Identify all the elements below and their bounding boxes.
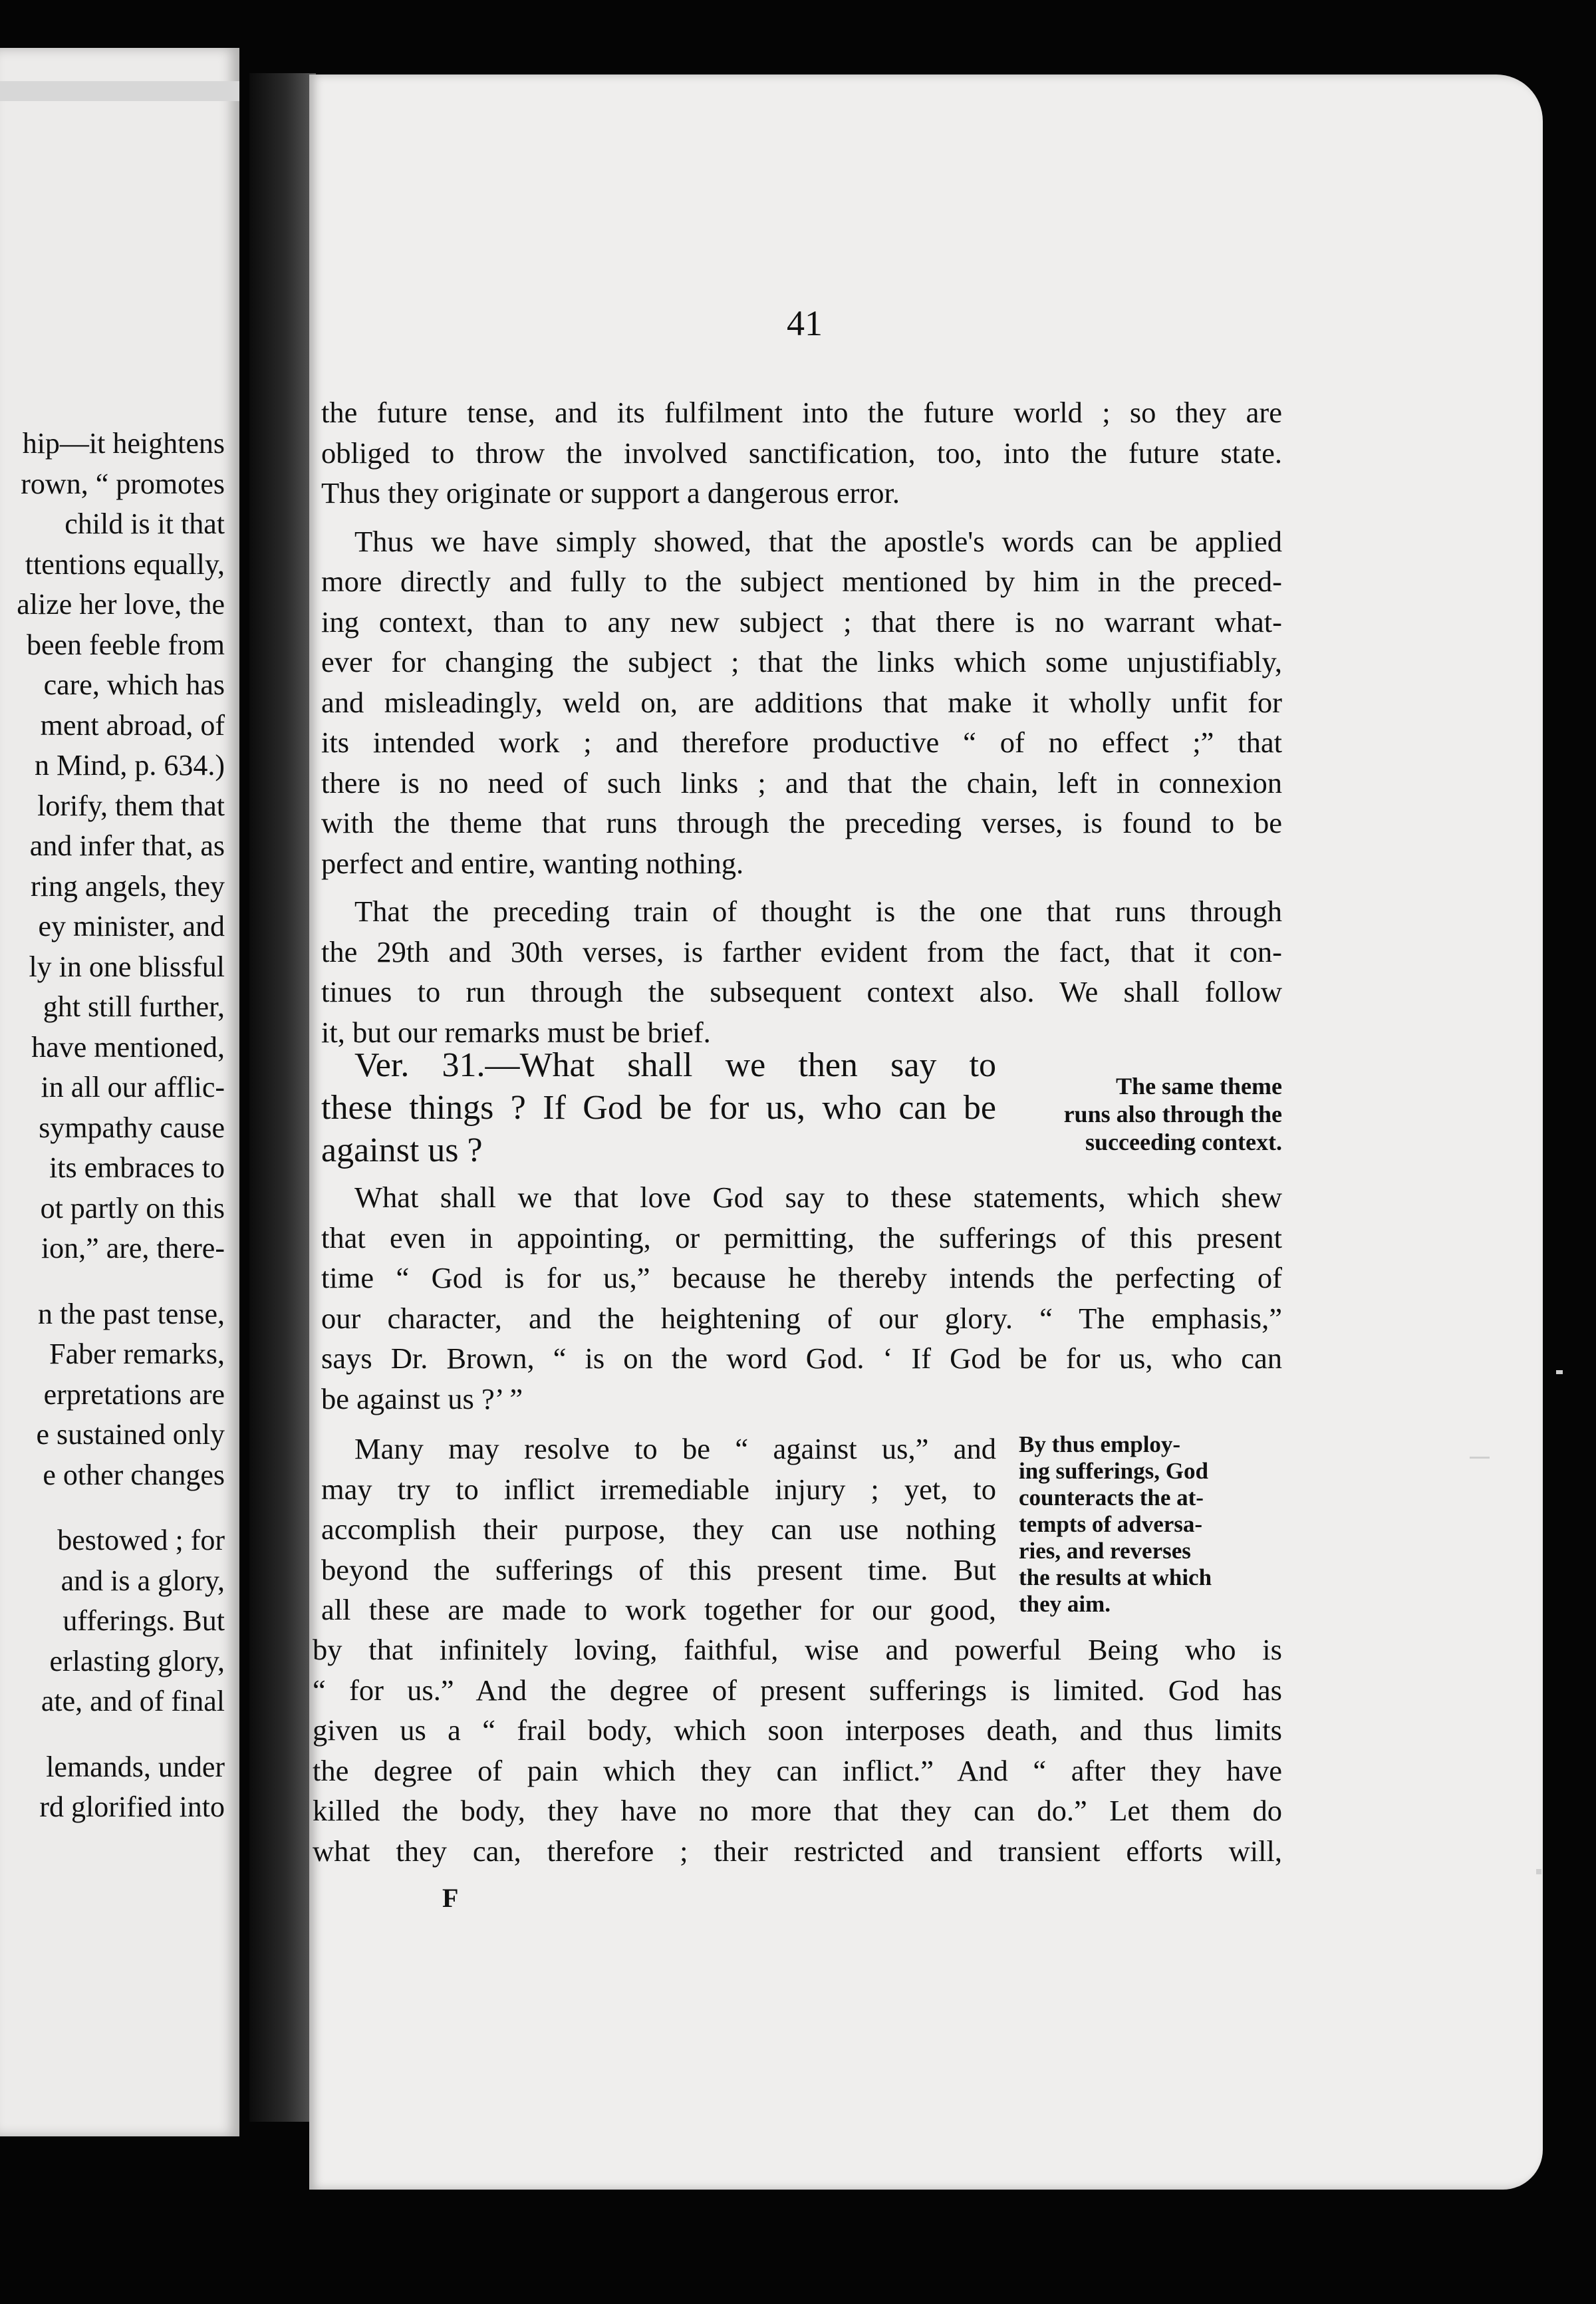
paragraph-1 (321, 392, 1282, 513)
side-note-line: The same theme (1116, 1073, 1282, 1099)
text-line: says Dr. Brown, “ is on the word God. ‘ If God be for us, who can (321, 1342, 1282, 1375)
paragraph-3 (321, 891, 1282, 1052)
text-line: the degree of pain which they can inflict.” And “ after they have (313, 1753, 1282, 1787)
left-page-line: ttentions equally, (25, 547, 225, 581)
left-page-line: rd glorified into (39, 1791, 225, 1823)
left-page-line: erlasting glory, (49, 1644, 225, 1677)
left-page-line: bestowed ; for (57, 1524, 225, 1556)
text-line: may try to inflict irremediable injury ; yet, to (321, 1472, 996, 1506)
paragraph-2 (321, 521, 1282, 884)
binding-gutter (249, 73, 316, 2122)
text-line: accomplish their purpose, they can use nothing (321, 1512, 996, 1546)
side-note-line: counteracts the at- (1019, 1485, 1204, 1511)
left-page-gap (0, 1722, 225, 1747)
text-line: That the preceding train of thought is the one that runs through (354, 895, 1282, 928)
text-line: its intended work ; and therefore productive “ of no effect ;” that (321, 726, 1282, 759)
text-line: that even in appointing, or permitting, the sufferings of this present (321, 1221, 1282, 1254)
text-line: “ for us.” And the degree of present sufferings is limited. God has (313, 1673, 1282, 1707)
left-page-line: ot partly on this (40, 1191, 225, 1224)
left-page-line: rown, “ promotes (21, 467, 225, 500)
left-page-line: e sustained only (36, 1418, 225, 1451)
side-note-line: succeeding context. (1085, 1129, 1282, 1155)
side-note-line: they aim. (1019, 1591, 1111, 1617)
left-page-line: sympathy cause (39, 1111, 225, 1144)
left-page-line: been feeble from (26, 628, 225, 661)
left-page-line: and is a glory, (61, 1564, 225, 1597)
text-line: the future tense, and its fulfilment into the future world ; so they are (321, 396, 1282, 429)
side-note-line: By thus employ- (1019, 1431, 1181, 1457)
text-line: ing context, than to any new subject ; that there is no warrant what- (321, 605, 1282, 639)
left-page-line: ion,” are, there- (41, 1232, 225, 1264)
left-page-line: e other changes (43, 1458, 225, 1491)
text-line: with the theme that runs through the preceding verses, is found to be (321, 806, 1282, 839)
paragraph-5 (321, 1429, 996, 1630)
text-line: killed the body, they have no more that they can do.” Let them do (313, 1794, 1282, 1827)
text-line: given us a “ frail body, which soon interposes death, and thus limits (313, 1713, 1282, 1747)
left-page-line: its embraces to (49, 1151, 225, 1184)
left-page-line: alize her love, the (17, 588, 225, 621)
verse-line: against us ? (321, 1131, 483, 1169)
left-page-line: ey minister, and (38, 910, 225, 942)
verse-line: these things ? If God be for us, who can be (321, 1089, 996, 1127)
left-page-line: child is it that (65, 507, 225, 540)
left-page-text (0, 424, 225, 1828)
left-page-gap (0, 1495, 225, 1520)
paragraph-6 (313, 1630, 1282, 1871)
text-line: there is no need of such links ; and that the chain, left in connexion (321, 766, 1282, 799)
page-number: 41 (787, 303, 823, 343)
text-line: be against us ?’ ” (321, 1381, 523, 1415)
side-note-line: ries, and reverses (1019, 1538, 1191, 1564)
verse-heading (321, 1044, 996, 1172)
scan-speck (1536, 1869, 1541, 1874)
text-line: obliged to throw the involved sanctification, too, into the future state. (321, 436, 1282, 470)
verse-line: Ver. 31.—What shall we then say to (354, 1046, 996, 1084)
left-page-line: lemands, under (46, 1750, 225, 1783)
scan-speck (1470, 1457, 1490, 1459)
left-page-line: ment abroad, of (40, 708, 225, 742)
left-page-line: ly in one blissful (29, 950, 225, 983)
text-line: all these are made to work together for our good, (321, 1593, 996, 1626)
side-note-line: ing sufferings, God (1019, 1458, 1208, 1484)
left-page-line: ght still further, (43, 990, 225, 1023)
side-note-line: tempts of adversa- (1019, 1511, 1203, 1537)
left-page-line: care, which has (43, 668, 225, 701)
side-note-line: runs also through the (1063, 1101, 1282, 1127)
text-line: more directly and fully to the subject mentioned by him in the preced- (321, 565, 1282, 598)
scan-speck (1556, 1370, 1563, 1374)
left-page-line: ring angels, they (30, 869, 225, 903)
left-page-line: ufferings. But (63, 1604, 225, 1637)
left-page-line: n Mind, p. 634.) (35, 749, 225, 782)
text-line: ever for changing the subject ; that the links which some unjustifiably, (321, 645, 1282, 678)
left-page-line: and infer that, as (29, 829, 225, 862)
text-line: by that infinitely loving, faithful, wise and powerful Being who is (313, 1633, 1282, 1666)
text-line: the 29th and 30th verses, is farther evident from the fact, that it con- (321, 935, 1282, 968)
side-note-line: the results at which (1019, 1564, 1212, 1590)
left-page-line: Faber remarks, (49, 1338, 225, 1370)
left-page-edge (0, 81, 239, 101)
paragraph-4 (321, 1177, 1282, 1419)
text-line: Thus they originate or support a dangerous error. (321, 476, 900, 509)
left-page-gap (0, 1269, 225, 1294)
signature-mark: F (442, 1883, 459, 1913)
left-page-line: hip—it heightens (22, 427, 225, 460)
text-line: tinues to run through the subsequent context also. We shall follow (321, 975, 1282, 1008)
side-note-1 (1017, 1072, 1282, 1156)
side-note-2 (1019, 1431, 1282, 1618)
left-page-line: n the past tense, (37, 1297, 225, 1330)
text-line: Thus we have simply showed, that the apostle's words can be applied (354, 524, 1282, 558)
text-line: and misleadingly, weld on, are additions that make it wholly unfit for (321, 685, 1282, 719)
text-line: time “ God is for us,” because he thereby intends the perfecting of (321, 1261, 1282, 1294)
text-line: what they can, therefore ; their restricted and transient efforts will, (313, 1834, 1282, 1868)
left-page-line: in all our afflic- (41, 1071, 225, 1103)
text-block-upper (321, 392, 1282, 1052)
left-page-line: have mentioned, (31, 1030, 225, 1064)
left-page-line: lorify, them that (37, 789, 225, 822)
text-line: it, but our remarks must be brief. (321, 1015, 711, 1049)
left-page-line: ate, and of final (41, 1685, 225, 1717)
text-line: Many may resolve to be “ against us,” and (354, 1432, 996, 1465)
left-page-line: erpretations are (43, 1377, 225, 1411)
left-facing-page (0, 48, 239, 2136)
text-line: our character, and the heightening of our glory. “ The emphasis,” (321, 1301, 1282, 1335)
text-line: beyond the sufferings of this present time. But (321, 1552, 996, 1586)
text-line: perfect and entire, wanting nothing. (321, 846, 744, 880)
text-line: What shall we that love God say to these statements, which shew (354, 1181, 1282, 1214)
